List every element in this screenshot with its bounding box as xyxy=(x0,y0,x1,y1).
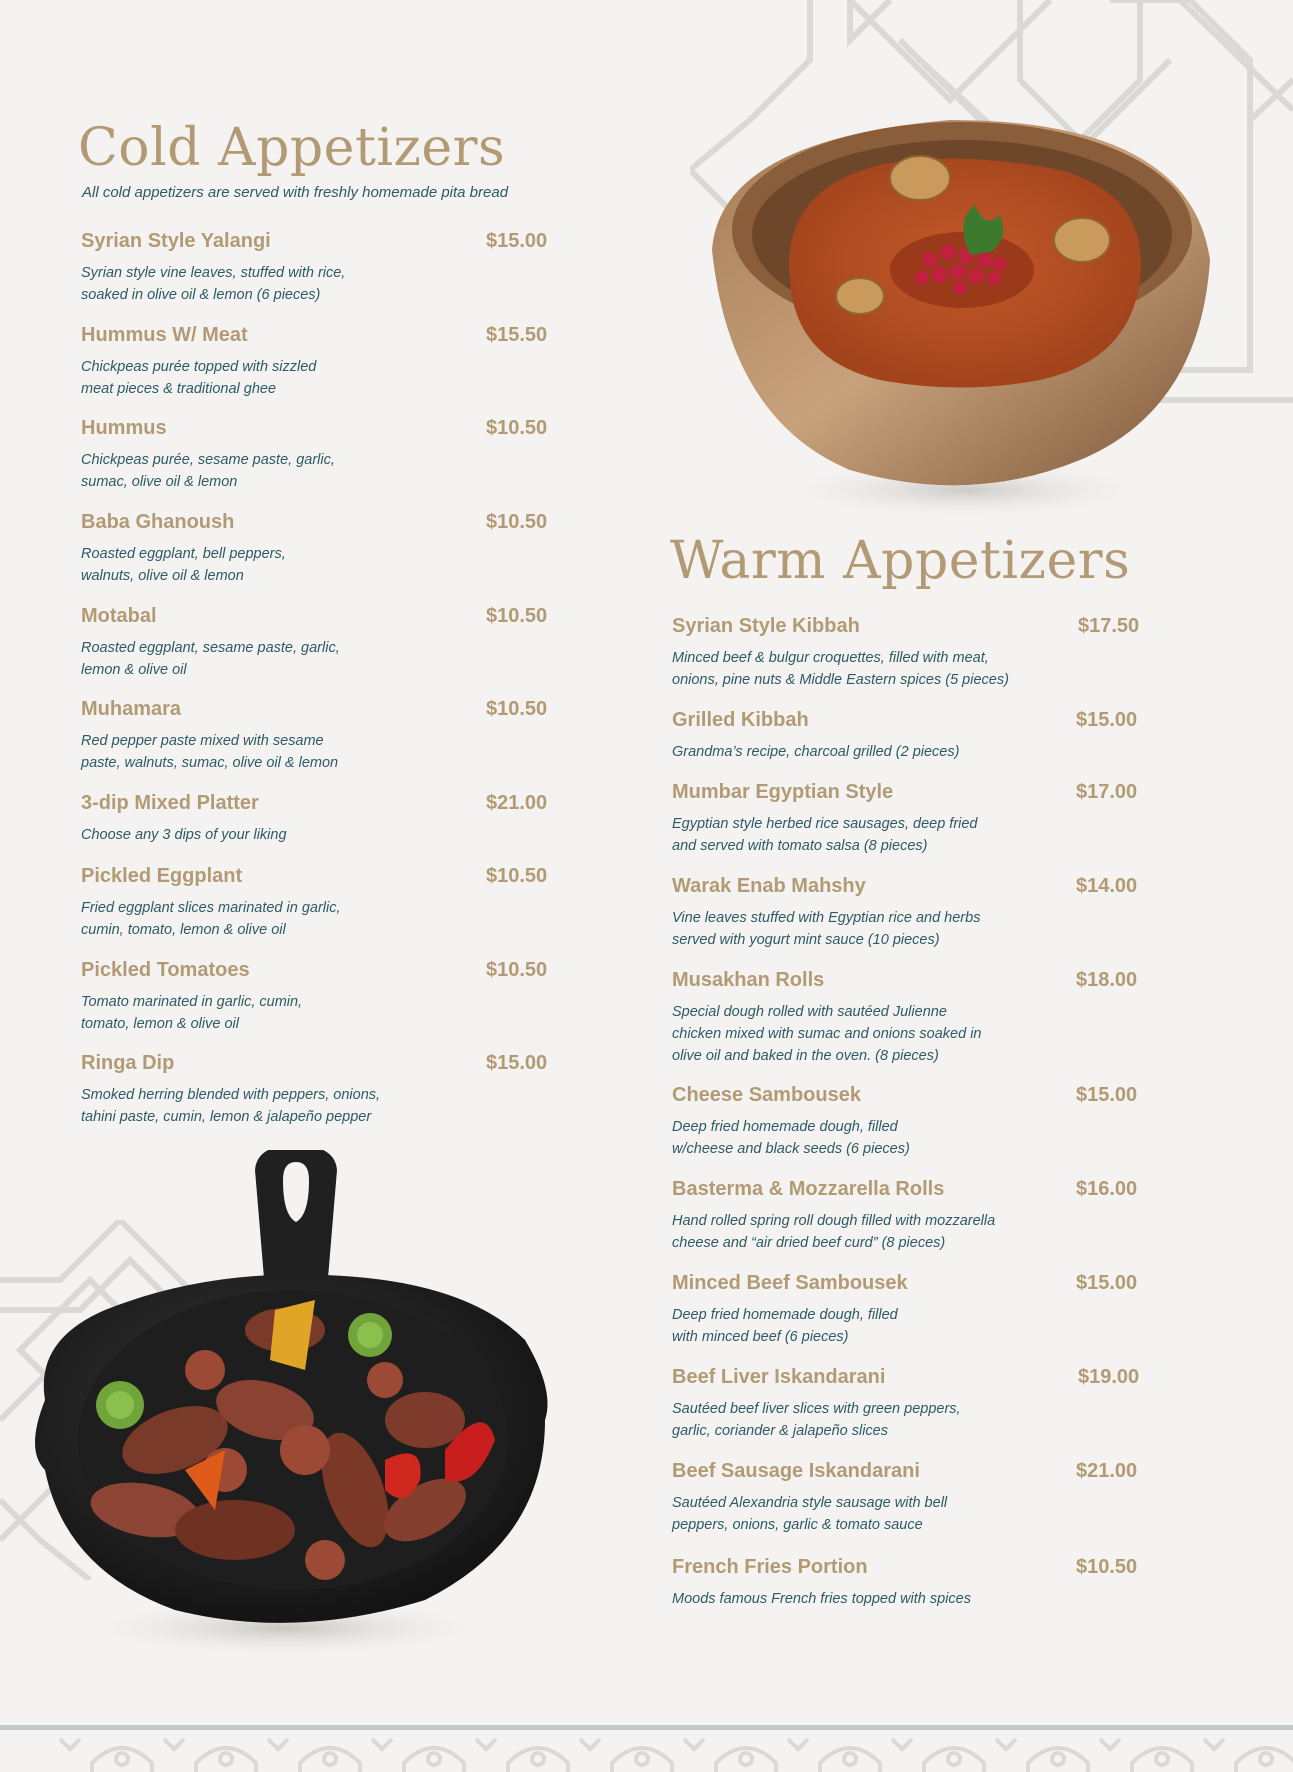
item-price: $15.50 xyxy=(486,324,548,346)
item-name: Pickled Tomatoes xyxy=(81,959,250,981)
item-price: $17.00 xyxy=(1076,781,1138,803)
menu-item xyxy=(81,698,561,792)
menu-item xyxy=(81,865,561,959)
menu-item xyxy=(81,511,561,605)
item-description: Minced beef & bulgur croquettes, filled with meat, onions, pine nuts & Middle Eastern spices (5 pieces) xyxy=(672,650,1009,688)
item-description: Vine leaves stuffed with Egyptian rice and herbs served with yogurt mint sauce (10 pieces) xyxy=(672,910,981,948)
item-price: $18.00 xyxy=(1076,969,1138,991)
item-name: 3-dip Mixed Platter xyxy=(81,792,259,814)
menu-item xyxy=(81,417,561,511)
item-description: Sautéed Alexandria style sausage with bell peppers, onions, garlic & tomato sauce xyxy=(672,1495,948,1533)
item-price: $15.00 xyxy=(486,230,548,252)
item-description: Hand rolled spring roll dough filled with mozzarella cheese and “air dried beef curd” (8 pieces) xyxy=(672,1213,996,1251)
cold-appetizers-title: Cold Appetizers xyxy=(78,118,506,178)
item-description: Special dough rolled with sautéed Julienne chicken mixed with sumac and onions soaked in olive oil and baked in the oven. (8 pieces) xyxy=(672,1004,982,1064)
warm-appetizers-list xyxy=(672,615,1152,1616)
item-name: Minced Beef Sambousek xyxy=(672,1272,908,1294)
item-price: $10.50 xyxy=(486,698,548,720)
item-price: $14.00 xyxy=(1076,875,1138,897)
menu-item xyxy=(672,1556,1152,1616)
item-description: Deep fried homemade dough, filled with minced beef (6 pieces) xyxy=(672,1307,898,1345)
menu-item xyxy=(81,1052,561,1132)
menu-item xyxy=(81,959,561,1052)
item-description: Moods famous French fries topped with spices xyxy=(672,1591,971,1607)
item-name: Ringa Dip xyxy=(81,1052,175,1074)
cold-appetizers-list xyxy=(81,230,561,1132)
menu-item xyxy=(672,1084,1152,1178)
muhamara-bowl-photo xyxy=(700,110,1220,530)
menu-item xyxy=(672,1178,1152,1272)
menu-item xyxy=(672,875,1152,969)
item-name: Syrian Style Yalangi xyxy=(81,230,271,252)
menu-item xyxy=(672,709,1152,781)
item-price: $17.50 xyxy=(1078,615,1140,637)
item-name: Grilled Kibbah xyxy=(672,709,809,731)
item-description: Egyptian style herbed rice sausages, deep fried and served with tomato salsa (8 pieces) xyxy=(672,816,978,854)
item-description: Syrian style vine leaves, stuffed with rice, soaked in olive oil & lemon (6 pieces) xyxy=(81,265,346,303)
menu-item xyxy=(672,781,1152,875)
item-name: Musakhan Rolls xyxy=(672,969,825,991)
item-price: $15.00 xyxy=(1076,709,1138,731)
item-price: $21.00 xyxy=(486,792,548,814)
menu-item xyxy=(81,324,561,417)
item-name: Beef Liver Iskandarani xyxy=(672,1366,886,1388)
item-price: $10.50 xyxy=(486,417,548,439)
item-description: Roasted eggplant, sesame paste, garlic, lemon & olive oil xyxy=(81,640,340,678)
item-price: $19.00 xyxy=(1078,1366,1140,1388)
item-description: Roasted eggplant, bell peppers, walnuts, olive oil & lemon xyxy=(81,546,286,584)
cold-appetizers-note: All cold appetizers are served with freshly homemade pita bread xyxy=(82,184,509,201)
decorative-footer-border xyxy=(0,1725,1293,1772)
item-description: Tomato marinated in garlic, cumin, tomato, lemon & olive oil xyxy=(81,994,303,1032)
item-name: French Fries Portion xyxy=(672,1556,868,1578)
item-price: $15.00 xyxy=(1076,1272,1138,1294)
item-description: Chickpeas purée, sesame paste, garlic, sumac, olive oil & lemon xyxy=(81,452,335,490)
item-price: $15.00 xyxy=(1076,1084,1138,1106)
item-description: Smoked herring blended with peppers, onions, tahini paste, cumin, lemon & jalapeño pepper xyxy=(81,1087,381,1125)
item-description: Fried eggplant slices marinated in garlic, cumin, tomato, lemon & olive oil xyxy=(81,900,341,938)
item-description: Chickpeas purée topped with sizzled meat pieces & traditional ghee xyxy=(81,359,317,397)
item-name: Hummus xyxy=(81,417,167,439)
menu-item xyxy=(672,1460,1152,1556)
item-price: $21.00 xyxy=(1076,1460,1138,1482)
item-name: Hummus W/ Meat xyxy=(81,324,248,346)
warm-appetizers-title: Warm Appetizers xyxy=(670,531,1131,591)
item-description: Grandma’s recipe, charcoal grilled (2 pieces) xyxy=(672,744,960,760)
item-price: $10.50 xyxy=(486,959,548,981)
skillet-handle xyxy=(255,1150,337,1290)
menu-item xyxy=(672,969,1152,1084)
item-description: Choose any 3 dips of your liking xyxy=(81,827,287,843)
menu-item xyxy=(81,792,561,865)
item-price: $10.50 xyxy=(486,605,548,627)
item-name: Warak Enab Mahshy xyxy=(672,875,866,897)
item-price: $16.00 xyxy=(1076,1178,1138,1200)
item-description: Deep fried homemade dough, filled w/cheese and black seeds (6 pieces) xyxy=(672,1119,910,1157)
item-name: Mumbar Egyptian Style xyxy=(672,781,894,803)
item-price: $10.50 xyxy=(1076,1556,1138,1578)
item-price: $15.00 xyxy=(486,1052,548,1074)
item-name: Baba Ghanoush xyxy=(81,511,235,533)
item-name: Muhamara xyxy=(81,698,182,720)
sausage-skillet-photo xyxy=(25,1150,565,1670)
menu-item xyxy=(672,1272,1152,1366)
item-name: Syrian Style Kibbah xyxy=(672,615,860,637)
item-price: $10.50 xyxy=(486,865,548,887)
item-name: Basterma & Mozzarella Rolls xyxy=(672,1178,945,1200)
item-name: Pickled Eggplant xyxy=(81,865,243,887)
item-description: Red pepper paste mixed with sesame paste, walnuts, sumac, olive oil & lemon xyxy=(81,733,339,771)
menu-item xyxy=(81,230,561,324)
menu-item xyxy=(81,605,561,698)
item-name: Motabal xyxy=(81,605,157,627)
item-name: Beef Sausage Iskandarani xyxy=(672,1460,920,1482)
menu-item xyxy=(672,1366,1152,1460)
item-description: Sautéed beef liver slices with green peppers, garlic, coriander & jalapeño slices xyxy=(672,1401,961,1439)
item-price: $10.50 xyxy=(486,511,548,533)
item-name: Cheese Sambousek xyxy=(672,1084,861,1106)
menu-item xyxy=(672,615,1152,709)
